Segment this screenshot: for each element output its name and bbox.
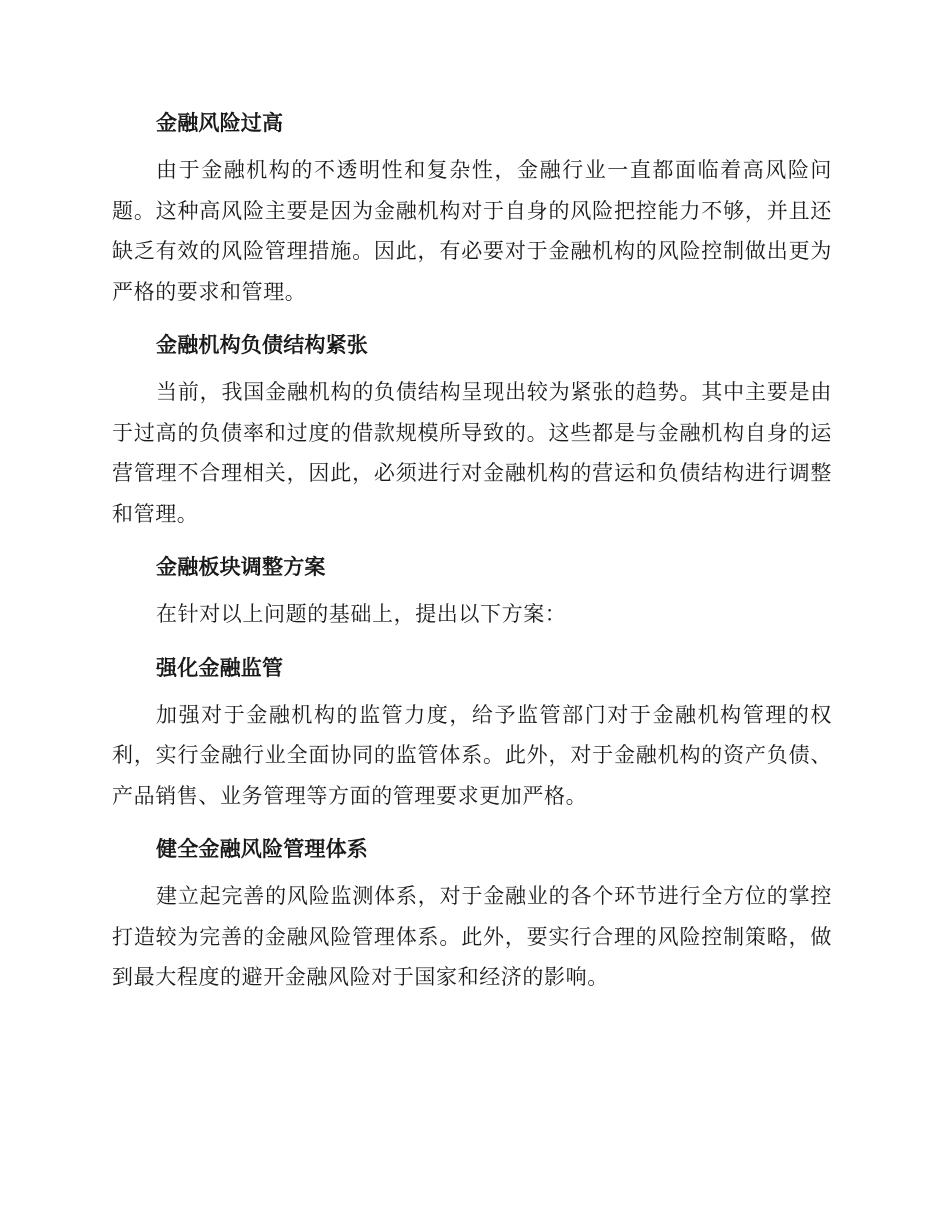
section-heading: 强化金融监管 (156, 655, 284, 680)
section-paragraph: 当前，我国金融机构的负债结构呈现出较为紧张的趋势。其中主要是由于过高的负债率和过度的借款规模所导致的。这些都是与金融机构自身的运营管理不合理相关，因此，必须进行对金融机构的营运和负债结构进行调整和管理。 (112, 380, 832, 526)
section-paragraph: 在针对以上问题的基础上，提出以下方案： (156, 602, 567, 626)
section-heading: 健全金融风险管理体系 (156, 837, 368, 861)
section-paragraph: 由于金融机构的不透明性和复杂性，金融行业一直都面临着高风险问题。这种高风险主要是因为金融机构对于自身的风险把控能力不够，并且还缺乏有效的风险管理措施。因此，有必要对于金融机构的风险控制做出更为严格的要求和管理。 (112, 158, 832, 304)
section-heading: 金融板块调整方案 (156, 555, 326, 579)
section-paragraph: 加强对于金融机构的监管力度，给予监管部门对于金融机构管理的权利，实行金融行业全面协同的监管体系。此外，对于金融机构的资产负债、产品销售、业务管理等方面的管理要求更加严格。 (112, 702, 832, 808)
document-page (112, 108, 832, 998)
section-heading: 金融机构负债结构紧张 (156, 333, 368, 357)
section-heading: 金融风险过高 (156, 111, 284, 135)
section-paragraph: 建立起完善的风险监测体系，对于金融业的各个环节进行全方位的掌控打造较为完善的金融风险管理体系。此外，要实行合理的风险控制策略，做到最大程度的避开金融风险对于国家和经济的影响。 (112, 884, 832, 989)
